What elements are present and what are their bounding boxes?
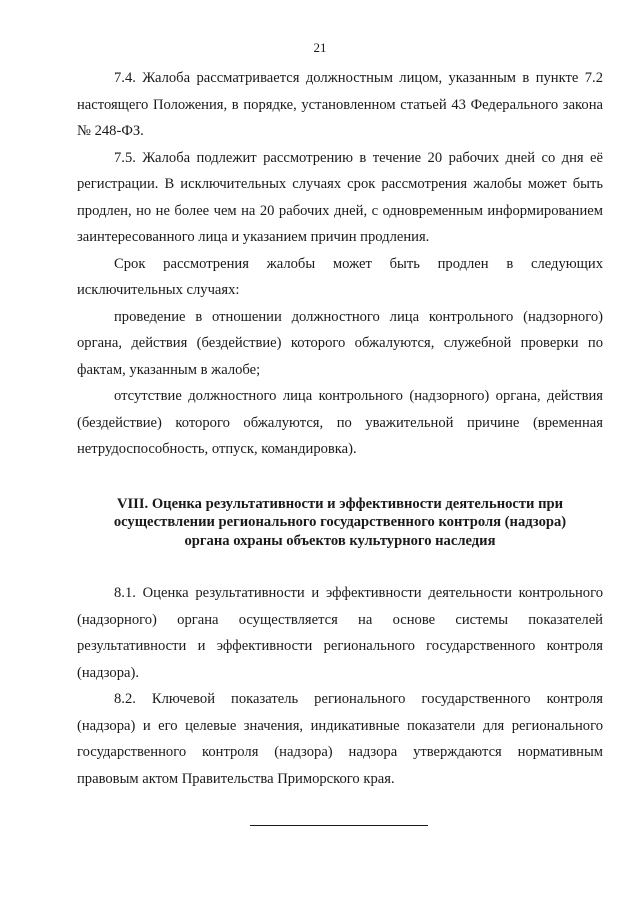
end-separator-line <box>250 825 428 826</box>
paragraph-extension-cases: Срок рассмотрения жалобы может быть продлен в следующих исключительных случаях: <box>77 255 603 298</box>
paragraph-7-4: 7.4. Жалоба рассматривается должностным лицом, указанным в пункте 7.2 настоящего Положения, в порядке, установленном статьей 43 Федерального закона № 248-ФЗ. <box>77 70 603 139</box>
paragraph-7-5: 7.5. Жалоба подлежит рассмотрению в течение 20 рабочих дней со дня её регистрации. В исключительных случаях срок рассмотрения жалобы может быть продлен, но не более чем на 20 рабочих дней, с одновременным информированием заинтересованного лица и указанием причин продления. <box>77 149 603 245</box>
paragraph-case-inspection: проведение в отношении должностного лица контрольного (надзорного) органа, действия (бездействие) которого обжалуются, служебной проверки по фактам, указанным в жалобе; <box>77 308 603 378</box>
heading-line-2: осуществлении регионального государственного контроля (надзора) <box>113 514 567 530</box>
heading-line-3: органа охраны объектов культурного наследия <box>184 532 496 549</box>
heading-line-1: VIII. Оценка результативности и эффективности деятельности при <box>116 495 564 512</box>
section-heading-viii <box>77 495 603 551</box>
paragraph-8-1: 8.1. Оценка результативности и эффективности деятельности контрольного (надзорного) органа осуществляется на основе системы показателей результативности и эффективности регионального государственного контроля (надзора). <box>77 585 603 681</box>
paragraph-case-absence: отсутствие должностного лица контрольного (надзорного) органа, действия (бездействие) которого обжалуются, по уважительной причине (временная нетрудоспособность, отпуск, командировка). <box>77 388 603 457</box>
paragraph-8-2: 8.2. Ключевой показатель регионального государственного контроля (надзора) и его целевые значения, индикативные показатели для регионального государственного контроля (надзора) надзора утверждаются нормативным правовым актом Правительства Приморского края. <box>77 691 603 787</box>
page-number: 21 <box>313 40 327 55</box>
document-body <box>77 65 603 792</box>
